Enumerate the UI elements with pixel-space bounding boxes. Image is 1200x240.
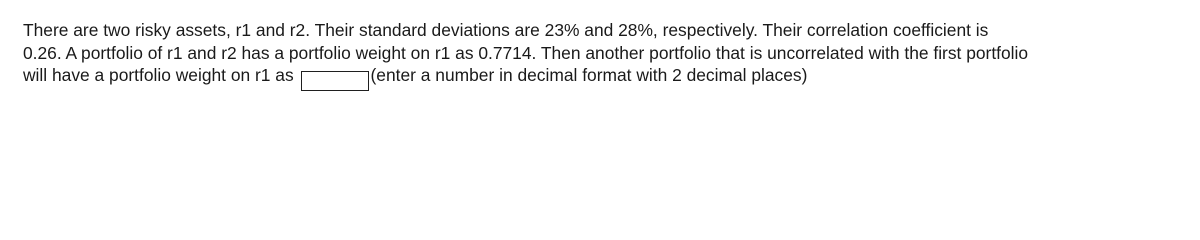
answer-input[interactable] — [301, 71, 369, 91]
question-line-3 — [23, 64, 1193, 91]
question-line-3-prefix: will have a portfolio weight on r1 as — [23, 65, 294, 85]
question-line-2: 0.26. A portfolio of r1 and r2 has a portfolio weight on r1 as 0.7714. Then another portfolio that is uncorrelated with the first portfolio — [23, 42, 1029, 63]
answer-format-hint: (enter a number in decimal format with 2 decimal places) — [370, 65, 808, 85]
question-text — [23, 19, 1193, 91]
question-line-1: There are two risky assets, r1 and r2. Their standard deviations are 23% and 28%, respectively. Their correlation coefficient is — [23, 20, 989, 40]
